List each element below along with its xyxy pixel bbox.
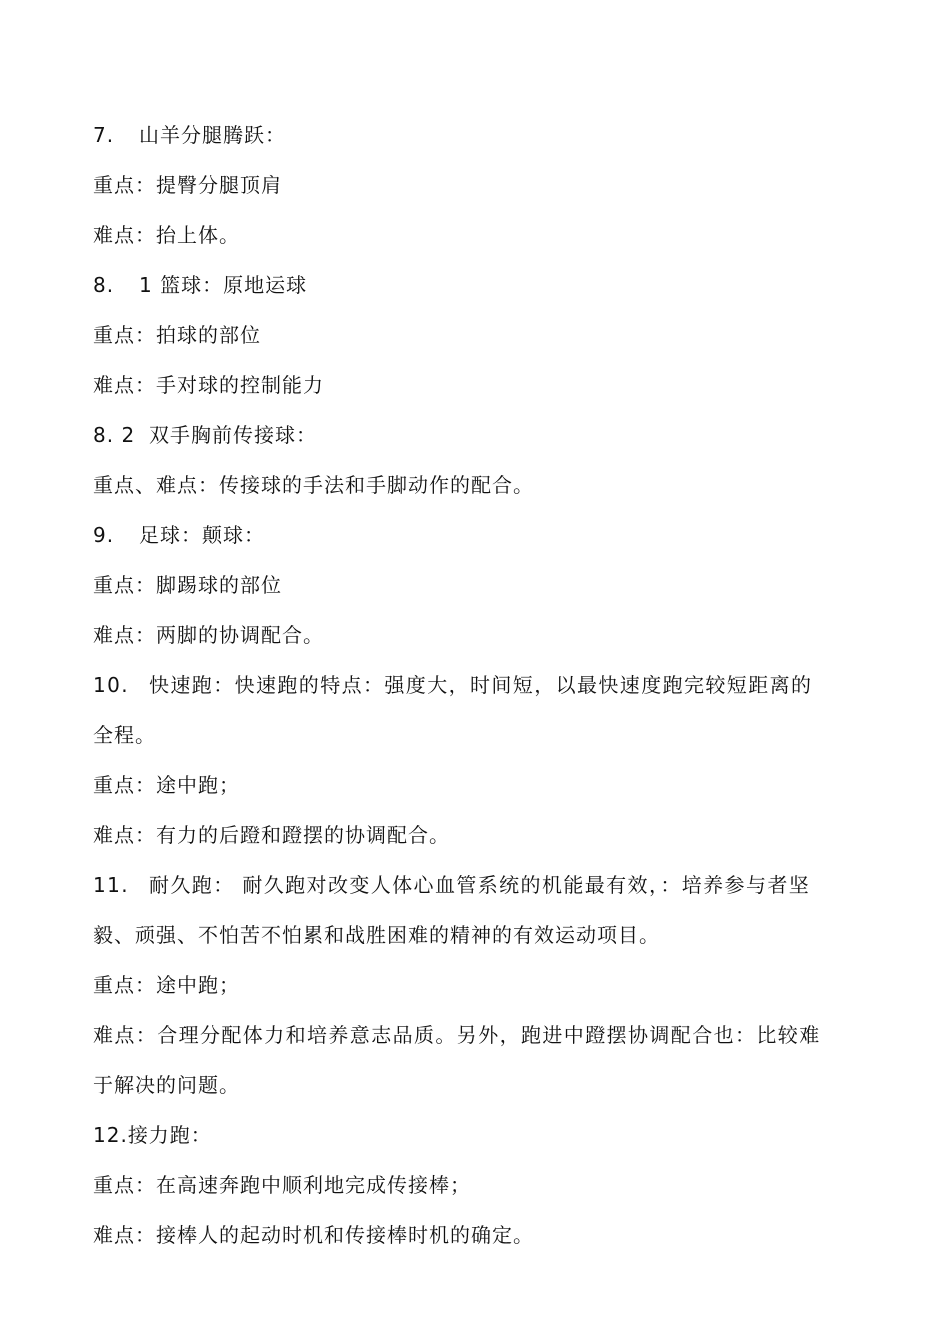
heading-item-7 [93,110,863,160]
key-point-line [93,310,863,360]
line-text: 难点：有力的后蹬和蹬摆的协调配合。 [93,823,450,847]
difficulty-line [93,210,863,260]
heading-item-8 [93,260,863,310]
item-title: 接力跑： [127,1123,212,1147]
difficulty-line [93,610,863,660]
item-number: 7. [93,123,115,147]
item-number: 11. [93,873,130,897]
item-title: 双手胸前传接球： [149,423,317,447]
difficulty-line [93,360,863,410]
key-point-line [93,160,863,210]
key-point-line [93,1160,863,1210]
item-title: 快速跑：快速跑的特点：强度大，时间短，以最快速度跑完较短距离的 [149,673,813,697]
item-title: 1 篮球：原地运球 [139,273,308,297]
continuation-line [93,910,863,960]
line-text: 于解决的问题。 [93,1073,240,1097]
line-text: 重点：提臀分腿顶肩 [93,173,282,197]
heading-item-11 [93,860,863,910]
line-text: 难点：手对球的控制能力 [93,373,324,397]
item-title: 山羊分腿腾跃： [139,123,286,147]
line-text: 全程。 [93,723,156,747]
key-difficulty-line [93,460,863,510]
key-point-line [93,560,863,610]
difficulty-line [93,810,863,860]
item-title: 足球：颠球： [139,523,265,547]
continuation-line [93,710,863,760]
line-text: 重点：在高速奔跑中顺利地完成传接棒； [93,1173,471,1197]
line-text: 重点：途中跑； [93,773,240,797]
key-point-line [93,960,863,1010]
difficulty-line [93,1010,863,1060]
continuation-line [93,1060,863,1110]
item-number: 8. 2 [93,423,136,447]
key-point-line [93,760,863,810]
item-number: 9. [93,523,115,547]
line-text: 重点：拍球的部位 [93,323,261,347]
item-title: 耐久跑： 耐久跑对改变人体心血管系统的机能最有效，：培养参与者坚 [149,873,811,897]
line-text: 难点：接棒人的起动时机和传接棒时机的确定。 [93,1223,534,1247]
heading-item-9 [93,510,863,560]
line-text: 难点：抬上体。 [93,223,240,247]
line-text: 重点、难点：传接球的手法和手脚动作的配合。 [93,473,534,497]
heading-item-10 [93,660,863,710]
heading-item-12 [93,1110,863,1160]
line-text: 重点：途中跑； [93,973,240,997]
heading-item-8-2 [93,410,863,460]
line-text: 难点：合理分配体力和培养意志品质。另外，跑进中蹬摆协调配合也：比较难 [93,1023,821,1047]
difficulty-line [93,1210,863,1260]
line-text: 毅、顽强、不怕苦不怕累和战胜困难的精神的有效运动项目。 [93,923,660,947]
item-number: 12. [93,1123,128,1147]
document-page [93,110,863,1260]
item-number: 8. [93,273,115,297]
line-text: 重点：脚踢球的部位 [93,573,282,597]
item-number: 10. [93,673,130,697]
line-text: 难点：两脚的协调配合。 [93,623,324,647]
